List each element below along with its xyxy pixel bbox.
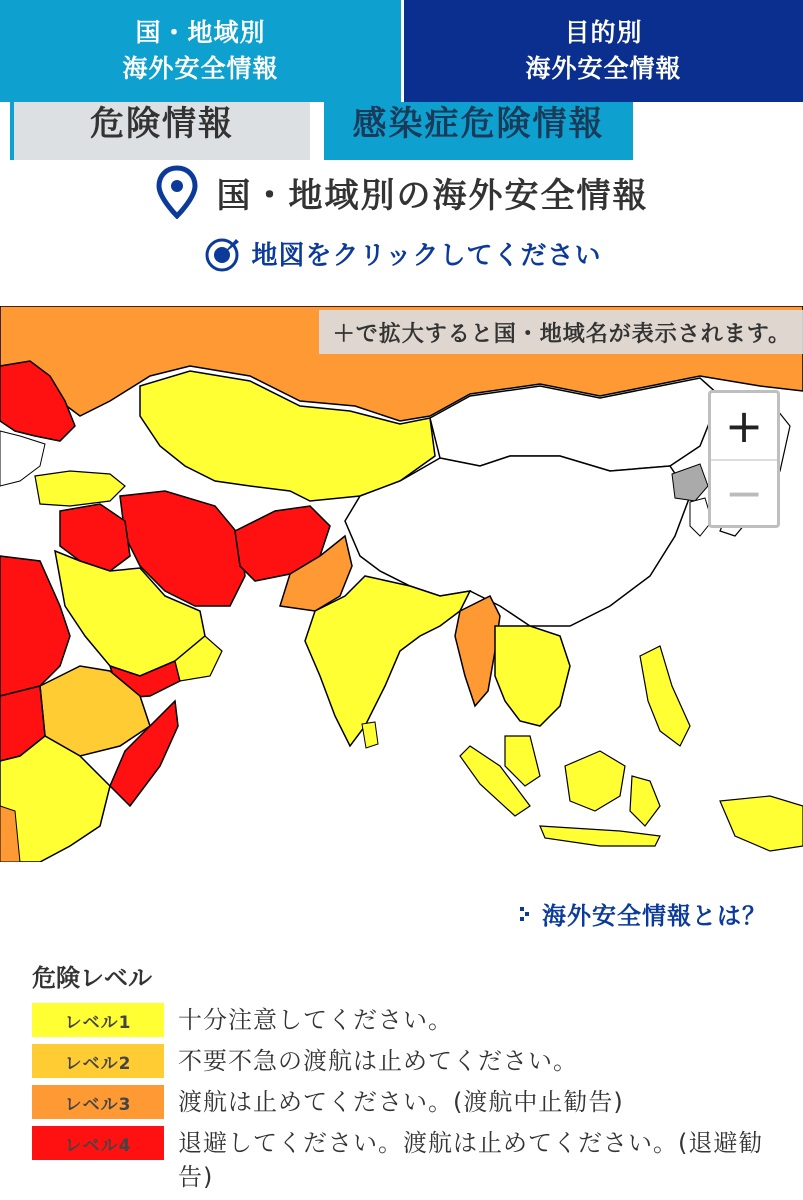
map-zoom-note: ＋で拡大すると国・地域名が表示されます。	[319, 310, 803, 354]
region-borneo	[565, 751, 625, 811]
region-indochina	[495, 626, 570, 726]
zoom-out-button[interactable]: −	[711, 459, 777, 525]
tab-infection-danger-info-label: 感染症危険情報	[352, 104, 605, 144]
region-philippines	[640, 646, 690, 746]
tab-purpose[interactable]	[401, 0, 803, 102]
about-safety-info-link[interactable]	[520, 896, 767, 931]
legend-description-level-2: 不要不急の渡航は止めてください。	[178, 1047, 578, 1075]
about-link-text: 海外安全情報とは？	[542, 902, 767, 930]
legend-description-level-4: 退避してください。渡航は止めてください。(退避勧告)	[178, 1129, 764, 1191]
page-title: 国・地域別の海外安全情報	[216, 175, 649, 216]
tab-country-line2: 海外安全情報	[122, 54, 279, 83]
safety-map[interactable]	[0, 306, 803, 862]
legend-title: 危険レベル	[32, 964, 152, 992]
legend-description-level-1: 十分注意してください。	[178, 1006, 453, 1034]
info-type-tabs	[0, 102, 803, 160]
tab-danger-info-label: 危険情報	[90, 104, 234, 144]
click-hint-text: 地図をクリックしてください	[251, 240, 602, 271]
tab-infection-danger-info[interactable]	[324, 102, 633, 160]
danger-level-legend	[32, 958, 782, 1200]
legend-swatch-level-3: レベル3	[32, 1085, 164, 1119]
region-myanmar	[455, 596, 500, 706]
section-heading	[0, 162, 803, 222]
region-new-guinea	[720, 796, 803, 851]
tab-country-line1: 国・地域別	[135, 18, 266, 47]
legend-description-level-3: 渡航は止めてください。(渡航中止勧告)	[178, 1088, 624, 1116]
asia-risk-map[interactable]	[0, 306, 803, 862]
tab-danger-info[interactable]	[10, 102, 310, 160]
region-sulawesi	[630, 776, 660, 826]
region-malaysia	[505, 736, 540, 786]
tap-pointer-icon	[202, 233, 242, 273]
legend-rows	[32, 1003, 782, 1194]
legend-swatch-level-1: レベル1	[32, 1003, 164, 1037]
legend-row-level-1	[32, 1003, 782, 1037]
region-north-korea	[672, 464, 708, 501]
tab-purpose-line2: 海外安全情報	[525, 54, 682, 83]
click-hint	[0, 230, 803, 276]
region-java	[540, 826, 660, 846]
zoom-in-button[interactable]: +	[724, 399, 764, 453]
region-turkey	[35, 471, 125, 506]
tab-country-region[interactable]	[0, 0, 401, 102]
tab-purpose-line1: 目的別	[564, 18, 643, 47]
legend-row-level-3	[32, 1085, 782, 1119]
top-navigation	[0, 0, 803, 102]
legend-row-level-2	[32, 1044, 782, 1078]
legend-row-level-4	[32, 1126, 782, 1194]
legend-swatch-level-2: レベル2	[32, 1044, 164, 1078]
zoom-controls	[708, 390, 780, 528]
link-arrow-icon	[520, 907, 534, 921]
legend-swatch-level-4: レベル4	[32, 1126, 164, 1160]
region-sri-lanka	[362, 722, 378, 748]
location-pin-icon	[155, 165, 199, 219]
